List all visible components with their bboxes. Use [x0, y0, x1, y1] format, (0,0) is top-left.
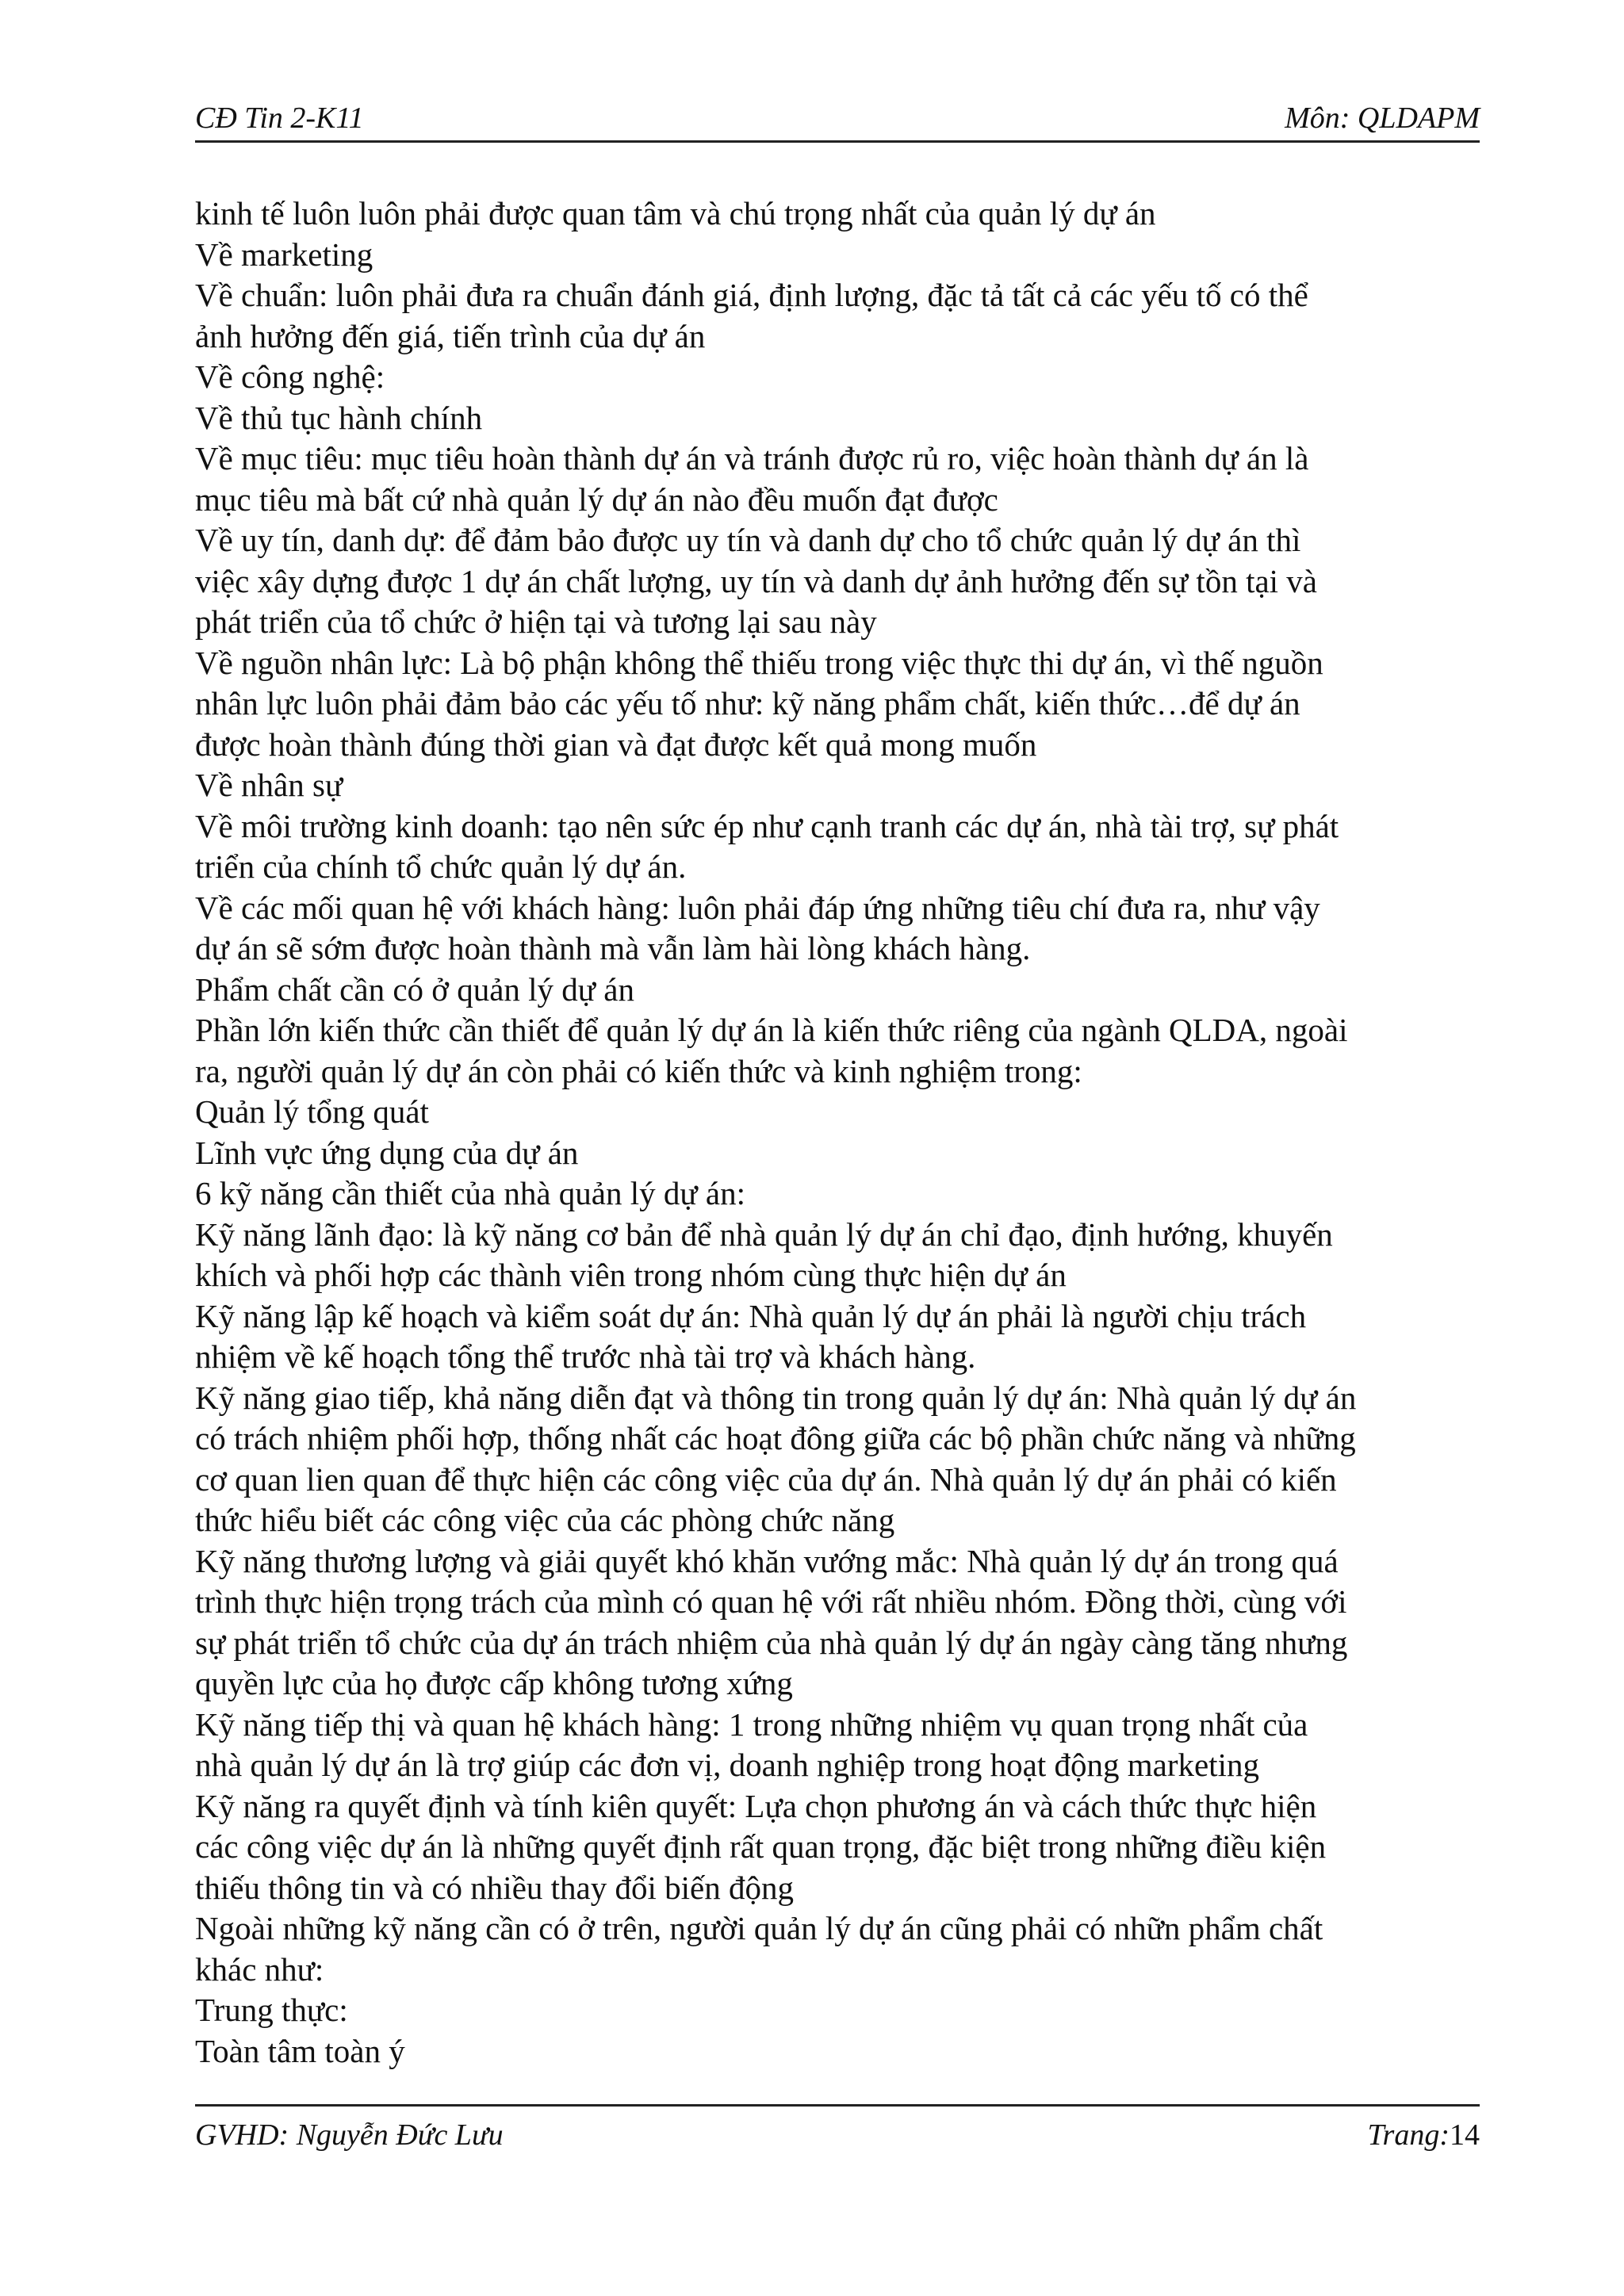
text-line: Về các mối quan hệ với khách hàng: luôn phải đáp ứng những tiêu chí đưa ra, như vậy — [195, 889, 1320, 926]
text-line: dự án sẽ sớm được hoàn thành mà vẫn làm hài lòng khách hàng. — [195, 930, 1031, 966]
page-number: 14 — [1450, 2118, 1480, 2152]
text-line: Kỹ năng giao tiếp, khả năng diễn đạt và thông tin trong quản lý dự án: Nhà quản lý dự án — [195, 1379, 1357, 1416]
text-line: triển của chính tổ chức quản lý dự án. — [195, 848, 687, 885]
text-line: nhà quản lý dự án là trợ giúp các đơn vị, doanh nghiệp trong hoạt động marketing — [195, 1747, 1259, 1783]
text-line: Phần lớn kiến thức cần thiết để quản lý dự án là kiến thức riêng của ngành QLDA, ngoài — [195, 1012, 1348, 1048]
text-line: Toàn tâm toàn ý — [195, 2032, 405, 2069]
text-line: Về công nghệ: — [195, 358, 385, 395]
text-line: Về thủ tục hành chính — [195, 399, 483, 436]
text-line: có trách nhiệm phối hợp, thống nhất các hoạt đông giữa các bộ phần chức năng và những — [195, 1420, 1356, 1456]
text-line: việc xây dựng được 1 dự án chất lượng, uy tín và danh dự ảnh hưởng đến sự tồn tại và — [195, 562, 1318, 599]
text-line: Phẩm chất cần có ở quản lý dự án — [195, 970, 634, 1008]
text-line: Kỹ năng thương lượng và giải quyết khó khăn vướng mắc: Nhà quản lý dự án trong quá — [195, 1542, 1339, 1579]
header-subject: Môn: QLDAPM — [1285, 101, 1480, 135]
text-line: Về nhân sự — [195, 767, 343, 803]
text-line: Về marketing — [195, 235, 373, 273]
text-line: Về chuẩn: luôn phải đưa ra chuẩn đánh giá, định lượng, đặc tả tất cả các yếu tố có thể — [195, 277, 1308, 313]
footer-page — [1368, 2118, 1480, 2152]
text-line: ảnh hưởng đến giá, tiến trình của dự án — [195, 317, 706, 354]
text-line: mục tiêu mà bất cứ nhà quản lý dự án nào đều muốn đạt được — [195, 480, 998, 518]
text-line: kinh tế luôn luôn phải được quan tâm và chú trọng nhất của quản lý dự án — [195, 195, 1156, 232]
text-line: khích và phối hợp các thành viên trong nhóm cùng thực hiện dự án — [195, 1257, 1067, 1293]
text-line: cơ quan lien quan để thực hiện các công việc của dự án. Nhà quản lý dự án phải có kiến — [195, 1460, 1337, 1498]
text-line: Ngoài những kỹ năng cần có ở trên, người quản lý dự án cũng phải có nhữn phẩm chất — [195, 1910, 1323, 1946]
text-line: trình thực hiện trọng trách của mình có quan hệ với rất nhiều nhóm. Đồng thời, cùng với — [195, 1583, 1347, 1620]
text-line: Quản lý tổng quát — [195, 1093, 429, 1130]
text-line: Về nguồn nhân lực: Là bộ phận không thể thiếu trong việc thực thi dự án, vì thế nguồn — [195, 644, 1323, 681]
text-line: Kỹ năng tiếp thị và quan hệ khách hàng: 1 trong những nhiệm vụ quan trọng nhất của — [195, 1705, 1308, 1743]
text-line: Kỹ năng lãnh đạo: là kỹ năng cơ bản để nhà quản lý dự án chỉ đạo, định hướng, khuyến — [195, 1215, 1333, 1253]
text-line: phát triển của tổ chức ở hiện tại và tương lại sau này — [195, 603, 877, 640]
text-line: Kỹ năng lập kế hoạch và kiểm soát dự án: Nhà quản lý dự án phải là người chịu trách — [195, 1297, 1307, 1334]
text-line: Về uy tín, danh dự: để đảm bảo được uy tín và danh dự cho tổ chức quản lý dự án thì — [195, 522, 1301, 558]
text-line: khác như: — [195, 1950, 324, 1988]
text-line: Về môi trường kinh doanh: tạo nên sức ép như cạnh tranh các dự án, nhà tài trợ, sự phát — [195, 807, 1339, 844]
text-line: các công việc dự án là những quyết định rất quan trọng, đặc biệt trong những điều kiện — [195, 1828, 1327, 1865]
text-line: thiếu thông tin và có nhiều thay đổi biến động — [195, 1869, 794, 1906]
text-line: được hoàn thành đúng thời gian và đạt được kết quả mong muốn — [195, 725, 1037, 763]
page-label: Trang: — [1367, 2118, 1450, 2152]
page-header — [195, 101, 1480, 143]
text-line: Về mục tiêu: mục tiêu hoàn thành dự án và tránh được rủ ro, việc hoàn thành dự án là — [195, 440, 1309, 476]
text-line: quyền lực của họ được cấp không tương xứng — [195, 1665, 793, 1701]
text-line: thức hiểu biết các công việc của các phòng chức năng — [195, 1502, 895, 1538]
text-line: Trung thực: — [195, 1992, 348, 2028]
text-line: nhân lực luôn phải đảm bảo các yếu tố như: kỹ năng phẩm chất, kiến thức…để dự án — [195, 685, 1300, 721]
text-line: sự phát triển tổ chức của dự án trách nhiệm của nhà quản lý dự án ngày càng tăng nhưng — [195, 1624, 1348, 1661]
page-body — [195, 193, 1480, 2072]
text-line: Kỹ năng ra quyết định và tính kiên quyết: Lựa chọn phương án và cách thức thực hiện — [195, 1787, 1317, 1824]
page-footer — [195, 2104, 1480, 2152]
text-line: Lĩnh vực ứng dụng của dự án — [195, 1134, 579, 1171]
text-line: 6 kỹ năng cần thiết của nhà quản lý dự án: — [195, 1175, 745, 1211]
text-line: nhiệm về kế hoạch tổng thể trước nhà tài trợ và khách hàng. — [195, 1338, 976, 1375]
header-course: CĐ Tin 2-K11 — [195, 101, 364, 135]
text-line: ra, người quản lý dự án còn phải có kiến thức và kinh nghiệm trong: — [195, 1052, 1082, 1089]
footer-instructor: GVHD: Nguyễn Đức Lưu — [195, 2118, 504, 2152]
